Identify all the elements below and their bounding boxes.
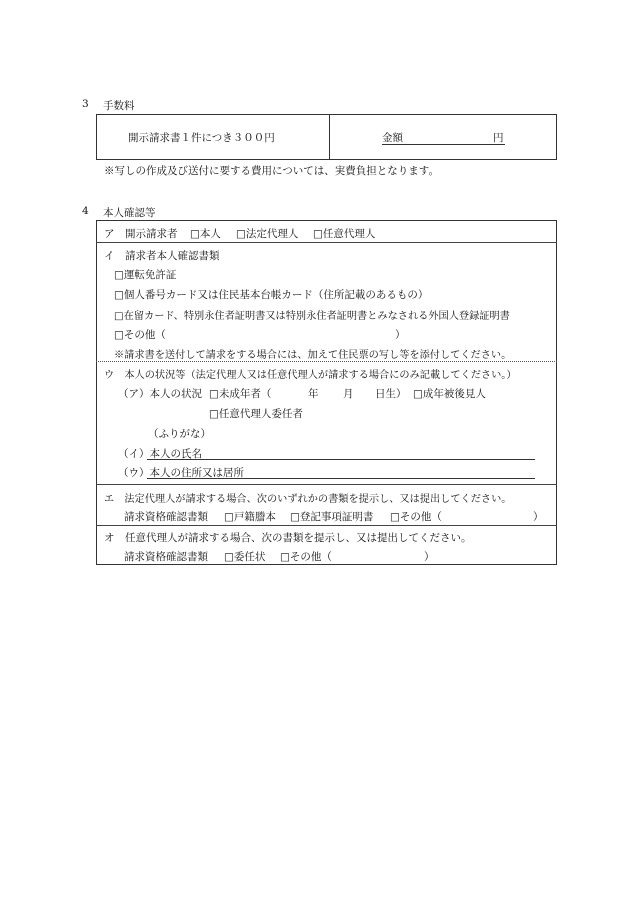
id-other-close: ） <box>395 329 406 341</box>
legal-agent-other-close: ） <box>533 511 544 523</box>
furigana-label: （ふりがな） <box>148 428 211 440</box>
voluntary-agent-docs-label: 請求資格確認書類 <box>124 551 208 563</box>
section-3-title: 手数料 <box>103 100 135 112</box>
id-docs-title: イ 請求者本人確認書類 <box>104 250 220 262</box>
legal-agent-other-checkbox[interactable]: □その他（ <box>390 511 442 523</box>
residence-card-checkbox[interactable]: □在留カード、特別永住者証明書又は特別永住者証明書とみなされる外国人登録証明書 <box>114 311 510 322</box>
voluntary-agent-other-close: ） <box>424 551 435 563</box>
requester-label: ア 開示請求者 <box>104 228 178 240</box>
section-4-title: 本人確認等 <box>103 207 156 219</box>
requester-legal-agent-checkbox[interactable]: □法定代理人 <box>236 228 299 240</box>
principal-address-label: （ウ）本人の住所又は居所 <box>118 467 244 479</box>
adult-ward-checkbox[interactable]: □成年被後見人 <box>413 388 486 400</box>
my-number-card-checkbox[interactable]: □個人番号カード又は住民基本台帳カード（住所記載のあるもの） <box>114 289 429 301</box>
birth-month-label: 月 <box>343 388 354 400</box>
principal-address-field[interactable] <box>147 478 535 479</box>
row-divider <box>96 484 557 485</box>
amount-label: 金額 <box>382 132 403 144</box>
power-of-attorney-checkbox[interactable]: □委任状 <box>224 551 266 563</box>
id-docs-note: ※請求書を送付して請求をする場合には、加えて住民票の写し等を添付してください。 <box>114 350 512 361</box>
row-divider <box>96 242 557 243</box>
requester-voluntary-agent-checkbox[interactable]: □任意代理人 <box>313 228 376 240</box>
birth-year-label: 年 <box>308 388 319 400</box>
principal-name-label: （イ）本人の氏名 <box>118 448 202 460</box>
legal-agent-docs-label: 請求資格確認書類 <box>124 511 208 523</box>
principal-name-field[interactable] <box>147 459 535 460</box>
registry-certificate-checkbox[interactable]: □登記事項証明書 <box>290 511 374 523</box>
id-other-checkbox[interactable]: □その他（ <box>114 329 166 341</box>
section-3-number: 3 <box>82 98 89 110</box>
amount-field[interactable] <box>382 144 505 145</box>
fee-text: 開示請求書１件につき３００円 <box>128 132 275 144</box>
row-divider <box>96 525 557 526</box>
principal-checkbox[interactable]: □任意代理人委任者 <box>209 408 303 420</box>
fee-note: ※写しの作成及び送付に要する費用については、実費負担となります。 <box>104 165 439 177</box>
requester-self-checkbox[interactable]: □本人 <box>190 228 221 240</box>
voluntary-agent-other-checkbox[interactable]: □その他（ <box>280 551 332 563</box>
voluntary-agent-docs-title: オ 任意代理人が請求する場合、次の書類を提示し、又は提出してください。 <box>104 532 472 544</box>
principal-status-label: （ア）本人の状況 <box>118 388 202 400</box>
amount-unit: 円 <box>493 132 504 144</box>
principal-status-title: ウ 本人の状況等（法定代理人又は任意代理人が請求する場合にのみ記載してください。） <box>104 370 517 381</box>
minor-checkbox[interactable]: □未成年者（ <box>209 388 272 400</box>
drivers-license-checkbox[interactable]: □運転免許証 <box>114 269 177 281</box>
dotted-divider <box>96 361 557 362</box>
family-register-checkbox[interactable]: □戸籍謄本 <box>224 511 276 523</box>
legal-agent-docs-title: エ 法定代理人が請求する場合、次のいずれかの書類を提示し、又は提出してください。 <box>104 494 512 505</box>
birth-day-label: 日生） <box>375 388 407 400</box>
section-4-number: 4 <box>82 205 89 217</box>
fee-table-divider <box>329 114 330 160</box>
